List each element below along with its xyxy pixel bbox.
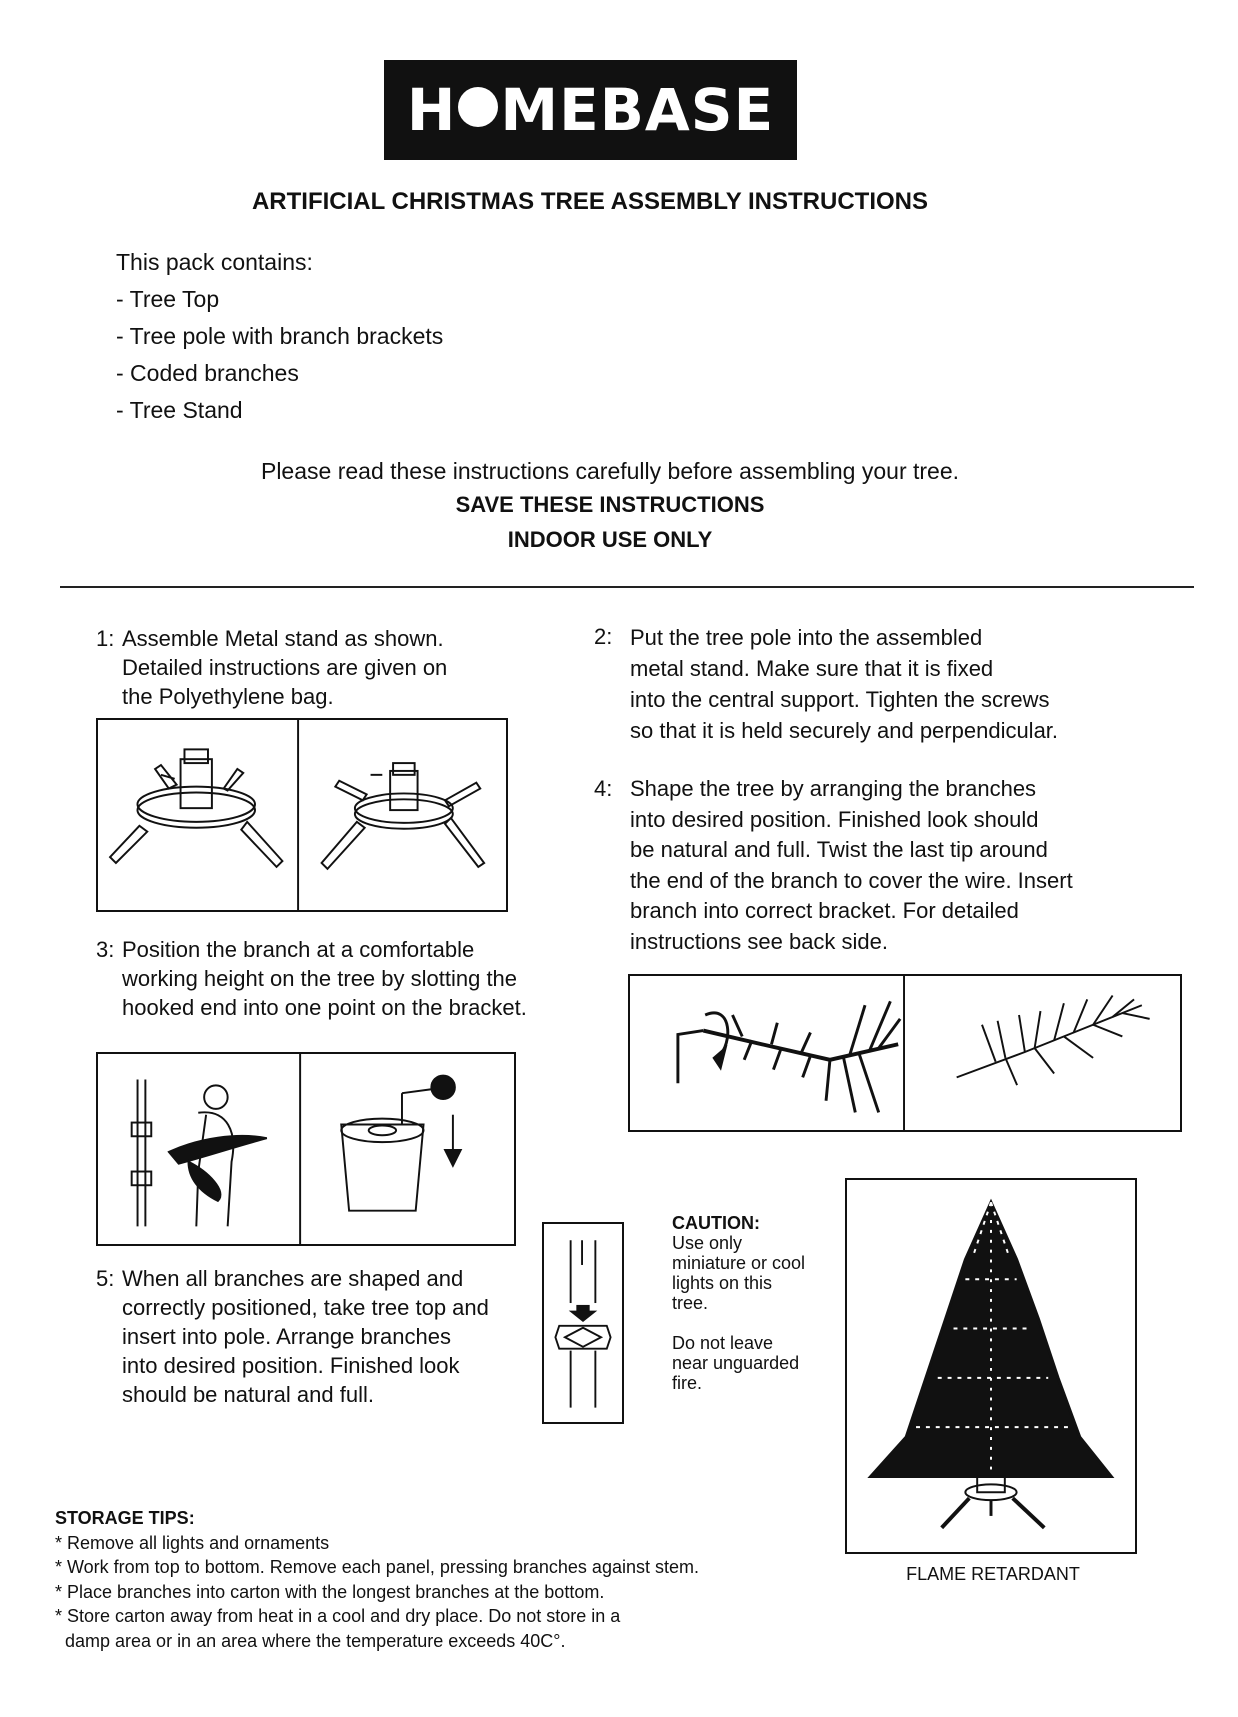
step-number: 5:	[96, 1266, 115, 1291]
branch-figure	[628, 974, 1182, 1132]
stand-illustration	[98, 720, 506, 910]
branch-illustration	[630, 976, 1180, 1130]
storage-tip: * Remove all lights and ornaments	[55, 1532, 330, 1553]
storage-tips	[55, 1506, 699, 1653]
storage-tip: damp area or in an area where the temperature exceeds 40C°.	[55, 1630, 566, 1651]
step-line: working height on the tree by slotting the	[122, 966, 518, 991]
homebase-logo	[384, 60, 797, 160]
logo-text-start: H	[406, 76, 457, 144]
step-number: 4:	[594, 776, 613, 801]
storage-tip: * Place branches into carton with the longest branches at the bottom.	[55, 1581, 605, 1602]
step-line: into the central support. Tighten the screws	[630, 687, 1050, 712]
step-line: Shape the tree by arranging the branches	[630, 776, 1037, 801]
step-line: hooked end into one point on the bracket.	[122, 995, 527, 1020]
indoor-notice: INDOOR USE ONLY	[507, 527, 713, 552]
bracket-figure	[96, 1052, 516, 1246]
bracket-slot-icon	[341, 1076, 460, 1211]
step-line: be natural and full. Twist the last tip around	[630, 837, 1048, 862]
pack-item: - Tree pole with branch brackets	[116, 323, 444, 349]
step-1	[96, 624, 447, 711]
step-line: so that it is held securely and perpendicular.	[630, 718, 1059, 743]
step-number: 3:	[96, 937, 115, 962]
caution-line: miniature or cool	[672, 1253, 806, 1273]
branch-twist-icon	[678, 1001, 900, 1112]
step-line: When all branches are shaped and	[122, 1266, 464, 1291]
step-number: 1:	[96, 626, 115, 651]
step-line: instructions see back side.	[630, 928, 889, 954]
caution-heading: CAUTION:	[672, 1213, 760, 1233]
person-attaching-branch-icon	[132, 1079, 267, 1226]
caution-line: Do not leave	[672, 1333, 774, 1353]
step-line: Position the branch at a comfortable	[122, 937, 475, 962]
caution-line: lights on this	[672, 1273, 773, 1293]
step-line: should be natural and full.	[122, 1382, 374, 1407]
divider	[60, 586, 1194, 588]
finished-tree-figure	[845, 1178, 1137, 1554]
step-line: insert into pole. Arrange branches	[122, 1324, 451, 1349]
pack-intro: This pack contains:	[116, 249, 313, 275]
step-5	[96, 1264, 489, 1409]
step-number: 2:	[594, 624, 613, 649]
step-4	[594, 774, 1073, 957]
finished-tree-icon	[847, 1180, 1135, 1552]
step-line: metal stand. Make sure that it is fixed	[630, 656, 994, 681]
caution-line: tree.	[672, 1293, 709, 1313]
caution-line: Use only	[672, 1233, 743, 1253]
storage-tip: * Work from top to bottom. Remove each panel, pressing branches against stem.	[55, 1557, 699, 1577]
tree-top-insert-icon	[544, 1224, 622, 1422]
pack-contents	[116, 244, 443, 429]
caution-line: fire.	[672, 1373, 703, 1393]
storage-tip: * Store carton away from heat in a cool and dry place. Do not store in a	[55, 1606, 621, 1626]
flame-retardant-label: FLAME RETARDANT	[906, 1564, 1080, 1584]
logo-circle-icon	[458, 87, 498, 127]
step-line: the Polyethylene bag.	[122, 684, 334, 709]
step-line: into desired position. Finished look should	[630, 806, 1039, 832]
step-3	[96, 935, 527, 1022]
logo-text-end: MEBASE	[500, 76, 775, 144]
page-title: ARTIFICIAL CHRISTMAS TREE ASSEMBLY INSTRUCTIONS	[251, 188, 929, 215]
step-line: branch into correct bracket. For detailed	[630, 898, 1019, 923]
read-notice: Please read these instructions carefully before assembling your tree.	[260, 458, 960, 484]
step-line: correctly positioned, take tree top and	[122, 1295, 489, 1320]
step-line: the end of the branch to cover the wire. Insert	[630, 867, 1073, 893]
step-line: Detailed instructions are given on	[122, 655, 448, 680]
stand-figure	[96, 718, 508, 912]
pack-item: - Tree Stand	[116, 397, 243, 423]
save-notice: SAVE THESE INSTRUCTIONS	[455, 492, 765, 517]
caution-note	[672, 1213, 842, 1393]
step-line: Put the tree pole into the assembled	[630, 625, 983, 650]
tree-top-figure	[542, 1222, 624, 1424]
stand-assembled-icon	[110, 749, 282, 867]
step-2	[594, 622, 1058, 746]
stand-open-icon	[322, 763, 485, 869]
branch-shaped-icon	[957, 995, 1150, 1085]
bracket-illustration	[98, 1054, 514, 1244]
step-line: Assemble Metal stand as shown.	[122, 626, 444, 651]
pack-item: - Coded branches	[116, 360, 299, 386]
storage-heading: STORAGE TIPS:	[55, 1508, 195, 1528]
pack-item: - Tree Top	[116, 286, 220, 312]
step-line: into desired position. Finished look	[122, 1353, 460, 1378]
caution-line: near unguarded	[672, 1353, 800, 1373]
